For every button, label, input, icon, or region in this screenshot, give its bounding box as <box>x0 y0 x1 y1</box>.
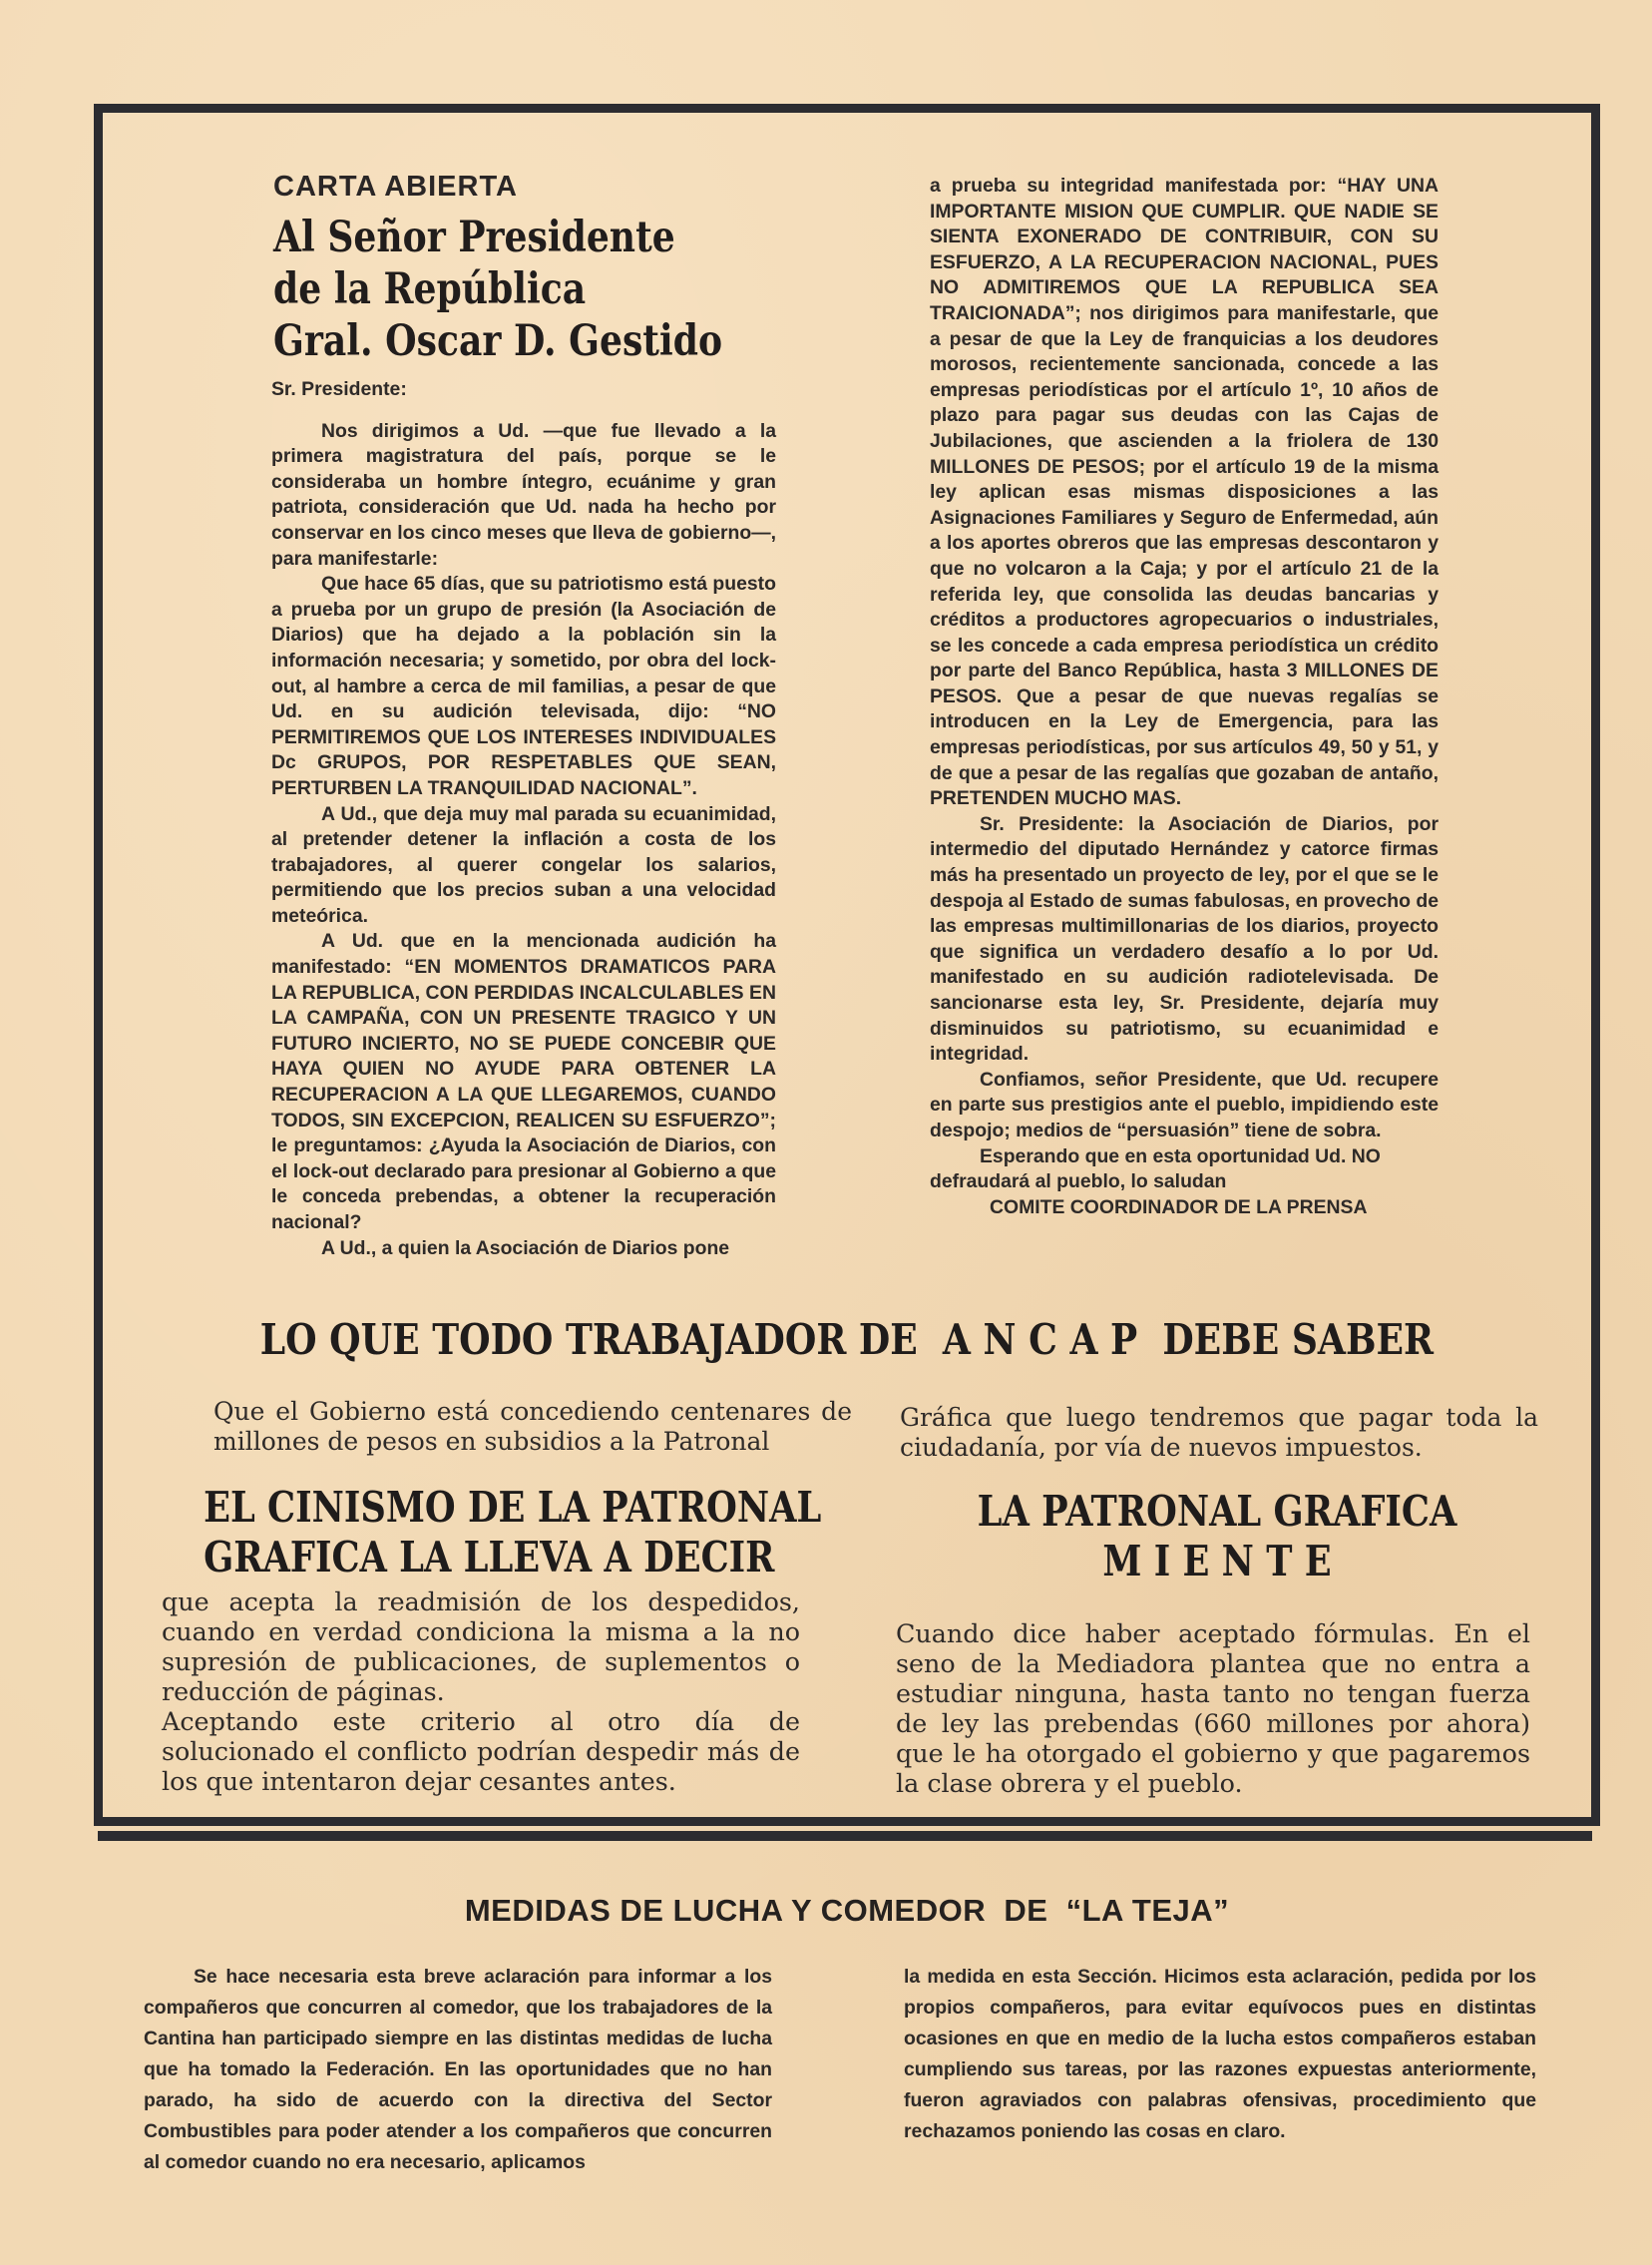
cinismo-heading <box>150 1483 824 1583</box>
carta-paragraph: A Ud., que deja muy mal parada su ecuanimidad, al pretender detener la inflación a costa de los trabajadores, al querer congelar los salarios, permitiendo que los precios suban a una velocidad meteórica. <box>271 802 776 927</box>
carta-left-column <box>271 377 776 1261</box>
headline-line-2: de la República <box>273 264 587 314</box>
cinismo-body <box>162 1586 800 1796</box>
medidas-title: MEDIDAS DE LUCHA Y COMEDOR DE “LA TEJA” <box>464 1893 1230 1928</box>
headline-line-1: Al Señor Presidente <box>273 213 675 262</box>
miente-heading-line-1: LA PATRONAL GRAFICA <box>977 1487 1457 1536</box>
ancap-intro-right <box>900 1403 1538 1463</box>
medidas-left-column <box>144 1962 772 2178</box>
ancap-title-text: LO QUE TODO TRABAJADOR DE A N C A P DEBE SABER <box>259 1315 1435 1364</box>
frame-right-border <box>1591 104 1600 1826</box>
carta-salutation: Sr. Presidente: <box>271 378 407 400</box>
carta-paragraph: Sr. Presidente: la Asociación de Diarios, por intermedio del diputado Hernández y catorce firmas más ha presentado un proyecto de ley, por el que se le despoja al Estado de sumas fabulosas, en provecho de las empresas multimillonarias de los diarios, proyecto que significa un verdadero desafío a lo por Ud. manifestado en su audición radiotelevisada. De sancionarse esta ley, Sr. Presidente, dejaría muy disminuidos su patriotismo, su ecuanimidad e integridad. <box>930 812 1439 1066</box>
medidas-right-text: la medida en esta Sección. Hicimos esta aclaración, pedida por los propios compañeros, para evitar equívocos pues en distintas ocasiones en que en medio de la lucha estos compañeros estaban cumpliendo sus tareas, por las razones expuestas anteriormente, fueron agraviados con palabras ofensivas, procedimiento que rechazamos poniendo las cosas en claro. <box>904 1966 1536 2142</box>
carta-paragraph: Esperando que en esta oportunidad Ud. NO defraudará al pueblo, lo saludan <box>930 1144 1381 1193</box>
section-divider-rule <box>98 1831 1592 1841</box>
frame-bottom-border <box>94 1817 1600 1826</box>
carta-paragraph: Que hace 65 días, que su patriotismo está puesto a prueba por un grupo de presión (la Asociación de Diarios) que ha dejado a la población sin la información necesaria; y sometido, por obra del lock-out, al hambre a cerca de mil familias, a pesar de que Ud. en su audición televisada, dijo: “NO PERMITIREMOS QUE LOS INTERESES INDIVIDUALES Dc GRUPOS, POR RESPETABLES QUE SEAN, PERTURBEN LA TRANQUILIDAD NACIONAL”. <box>271 573 776 799</box>
cinismo-heading-line-1: EL CINISMO DE LA PATRONAL <box>204 1483 822 1532</box>
frame-left-border <box>94 104 103 1826</box>
medidas-right-column <box>904 1962 1536 2147</box>
miente-body <box>896 1618 1530 1798</box>
carta-headline <box>273 212 723 367</box>
ancap-intro-left-text: Que el Gobierno está concediendo centenares de millones de pesos en subsidios a la Patronal <box>213 1397 852 1456</box>
headline-line-3: Gral. Oscar D. Gestido <box>273 316 723 366</box>
cinismo-paragraph: que acepta la readmisión de los despedidos, cuando en verdad condiciona la misma a la no supresión de publicaciones, de suplementos o reducción de páginas. <box>162 1586 800 1706</box>
carta-paragraph: Nos dirigimos a Ud. —que fue llevado a la primera magistratura del país, porque se le consideraba un hombre íntegro, ecuánime y gran patriota, consideración que Ud. nada ha hecho por conservar en los cinco meses que lleva de gobierno—, para manifestarle: <box>271 419 776 570</box>
miente-heading <box>888 1487 1546 1586</box>
carta-paragraph: A Ud. que en la mencionada audición ha manifestado: “EN MOMENTOS DRAMATICOS PARA LA REPUBLICA, CON PERDIDAS INCALCULABLES EN LA CAMPAÑA, CON UN PRESENTE TRAGICO Y UN FUTURO INCIERTO, NO SE PUEDE CONCEBIR QUE HAYA QUIEN NO AYUDE PARA OBTENER LA RECUPERACION A LA QUE LLEGAREMOS, CUANDO TODOS, SIN EXCEPCION, REALICEN SU ESFUERZO”; le preguntamos: ¿Ayuda la Asociación de Diarios, con el lock-out declarado para presionar al Gobierno a que le conceda prebendas, a obtener la recuperación nacional? <box>271 930 776 1233</box>
ancap-intro-left <box>213 1397 852 1457</box>
ancap-title <box>94 1315 1600 1364</box>
cinismo-paragraph: Aceptando este criterio al otro día de solucionado el conflicto podrían despedir más de los que intentaron dejar cesantes antes. <box>162 1706 800 1796</box>
carta-kicker: CARTA ABIERTA <box>273 171 518 203</box>
ancap-intro-right-text: Gráfica que luego tendremos que pagar toda la ciudadanía, por vía de nuevos impuestos. <box>900 1403 1538 1462</box>
frame-top-border <box>94 104 1600 113</box>
carta-right-column <box>930 174 1439 1220</box>
miente-heading-line-2: M I E N T E <box>1102 1537 1332 1586</box>
medidas-left-text: Se hace necesaria esta breve aclaración para informar a los compañeros que concurren al comedor, que los trabajadores de la Cantina han participado siempre en las distintas medidas de lucha que ha tomado la Federación. En las oportunidades que no han parado, ha sido de acuerdo con la directiva del Sector Combustibles para poder atender a los compañeros que concurren al comedor cuando no era necesario, aplicamos <box>144 1966 772 2173</box>
carta-signature: COMITE COORDINADOR DE LA PRENSA <box>990 1195 1368 1218</box>
carta-paragraph: A Ud., a quien la Asociación de Diarios pone <box>321 1236 730 1259</box>
carta-paragraph: Confiamos, señor Presidente, que Ud. recupere en parte sus prestigios ante el pueblo, impidiendo este despojo; medios de “persuasión” tiene de sobra. <box>930 1068 1439 1141</box>
carta-paragraph: a prueba su integridad manifestada por: “HAY UNA IMPORTANTE MISION QUE CUMPLIR. QUE NADIE SE SIENTA EXONERADO DE CONTRIBUIR, CON SU ESFUERZO, A LA RECUPERACION NACIONAL, PUES NO ADMITIREMOS QUE LA REPUBLICA SEA TRAICIONADA”; nos dirigimos para manifestarle, que a pesar de que la Ley de franquicias a los deudores morosos, recientemente sancionada, concede a las empresas periodísticas por el artículo 1º, 10 años de plazo para pagar sus deudas con las Cajas de Jubilaciones, que ascienden a la friolera de 130 MILLONES DE PESOS; por el artículo 19 de la misma ley aplican esas mismas disposiciones a las Asignaciones Familiares y Seguro de Enfermedad, aún a los aportes obreros que las empresas descontaron y que no volcaron a la Caja; y por el artículo 21 de la referida ley, que consolida las deudas bancarias y créditos a productores agropecuarios o industriales, se les concede a cada empresa periodística un crédito por parte del Banco República, hasta 3 MILLONES DE PESOS. Que a pesar de que nuevas regalías se introducen en la Ley de Emergencia, para las empresas periodísticas, por sus artículos 49, 50 y 51, y de que a pesar de las regalías que gozaban de antaño, PRETENDEN MUCHO MAS. <box>930 175 1439 810</box>
miente-paragraph: Cuando dice haber aceptado fórmulas. En el seno de la Mediadora plantea que no entra a estudiar ninguna, hasta tanto no tengan fuerza de ley las prebendas (660 millones por ahora) que le ha otorgado el gobierno y que pagaremos la clase obrera y el pueblo. <box>896 1618 1530 1798</box>
cinismo-heading-line-2: GRAFICA LA LLEVA A DECIR <box>204 1533 775 1582</box>
